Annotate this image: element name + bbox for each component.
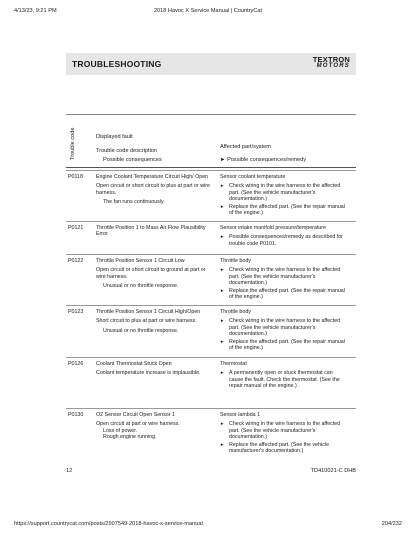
trouble-code: P0126: [68, 361, 84, 367]
remedy-item: ► Replace the affected part. (See the repair manual of the engine.): [220, 339, 348, 352]
possible-consequence: Rough engine running.: [103, 434, 157, 441]
displayed-fault: Coolant Thermostat Stuck Open: [96, 361, 172, 367]
fault-cell: [96, 309, 214, 337]
print-timestamp: 4/13/23, 9:21 PM: [14, 8, 57, 14]
table-column-header: [66, 114, 356, 171]
affected-part-header: Affected part/system: [220, 144, 271, 150]
print-url: https://support.countrycat.com/posts/2907549-2018-havoc-x-service-manual: [14, 521, 203, 527]
fault-cell: [96, 174, 214, 209]
remedy-item: ► A permanently open or stuck thermostat can cause the fault. Check the thermostat. (See the repair manual of the engine.): [220, 370, 348, 389]
remedy-item: ► Replace the affected part. (See the repair manual of the engine.): [220, 288, 348, 301]
affected-part: Thermostat: [220, 361, 247, 367]
fault-description: Open circuit at part or wire harness.: [96, 421, 180, 428]
fault-cell: [96, 412, 214, 444]
trouble-code: P0118: [68, 174, 83, 180]
displayed-fault: Throttle Position Sensor 1 Circuit Low: [96, 258, 185, 264]
affected-part: Sensor intake manifold pressure/temperature: [220, 225, 326, 231]
table-row: [66, 221, 356, 255]
displayed-fault: Throttle Position 1 to Mass Air Flow Plausibility Error: [96, 225, 206, 238]
affected-cell: [220, 361, 348, 391]
header-divider: [66, 167, 356, 168]
print-page-counter: 204/232: [381, 521, 402, 527]
displayed-fault: Engine Coolant Temperature Circuit High/ Open: [96, 174, 209, 180]
fault-description: Open circuit or short circuit to plus at part or wire harness.: [96, 183, 210, 196]
affected-part: Sensor lambda 1: [220, 412, 261, 418]
displayed-fault: Throttle Position Sensor 1 Circuit High/Open: [96, 309, 201, 315]
remedy-item: ► Check wiring in the wire harness to the affected part. (See the vehicle manufacturer's documentation.): [220, 421, 348, 440]
affected-part: Throttle body: [220, 309, 251, 315]
fault-description: Coolant temperature increase is implausible.: [96, 370, 201, 377]
remedy-item: ► Check wiring in the wire harness to the affected part. (See the vehicle manufacturer's documentation.): [220, 267, 348, 286]
section-header: [66, 53, 356, 75]
affected-part: Sensor coolant temperature: [220, 174, 286, 180]
section-title: TROUBLESHOOTING: [72, 59, 162, 69]
logo-line-2: MOTORS: [316, 63, 350, 69]
table-row: [66, 357, 356, 409]
table-row: [66, 254, 356, 306]
document-code: TD410021-C DHB: [310, 468, 356, 474]
remedy-item: ► Replace the affected part. (See the vehicle manufacturer's documentation.): [220, 442, 348, 455]
displayed-fault-header: Displayed fault: [96, 134, 133, 140]
table-row: [66, 170, 356, 222]
affected-cell: [220, 225, 348, 248]
possible-consequence: Unusual or no throttle response.: [103, 283, 179, 290]
table-row: [66, 408, 356, 461]
affected-cell: [220, 412, 348, 455]
trouble-code: P0130: [68, 412, 84, 418]
possible-consequence: Unusual or no throttle response.: [103, 327, 179, 334]
fault-cell: [96, 225, 214, 241]
remedy-item: ► Replace the affected part. (See the repair manual of the engine.): [220, 204, 348, 217]
textron-motors-logo: [313, 56, 350, 70]
fault-cell: [96, 361, 214, 380]
table-row: [66, 305, 356, 358]
affected-cell: [220, 258, 348, 301]
possible-consequence: The fan runs continuously.: [103, 199, 165, 206]
consequences-header: Possible consequences: [103, 157, 162, 163]
fault-cell: [96, 258, 214, 293]
description-header: Trouble code description: [96, 148, 158, 154]
displayed-fault: O2 Sensor Circuit Open Sensor 1: [96, 412, 175, 418]
print-tab-title: 2018 Havoc X Service Manual | CountryCat: [153, 8, 263, 14]
trouble-code-header: Trouble code: [70, 127, 76, 160]
trouble-code: P0121: [68, 225, 84, 231]
remedy-header: ► Possible consequences/remedy: [220, 157, 307, 163]
fault-description: Open circuit or short circuit to ground at part or wire harness.: [96, 267, 206, 280]
manual-page: [58, 38, 364, 498]
logo-line-1: TEXTRON: [312, 55, 350, 64]
remedy-item: ► Possible consequences/remedy as described for trouble code P0101.: [220, 234, 348, 247]
browser-print-header: [14, 8, 402, 18]
affected-cell: [220, 174, 348, 217]
remedy-item: ► Check wiring in the wire harness to the affected part. (See the vehicle manufacturer's documentation.): [220, 183, 348, 202]
affected-cell: [220, 309, 348, 352]
affected-part: Throttle body: [220, 258, 251, 264]
fault-description: Short circuit to plus at part or wire harness.: [96, 318, 197, 325]
possible-consequence: Loss of power.: [103, 427, 138, 434]
page-number: 12: [66, 468, 73, 474]
trouble-code: P0122: [68, 258, 84, 264]
remedy-item: ► Check wiring in the wire harness to the affected part. (See the vehicle manufacturer's documentation.): [220, 318, 348, 337]
browser-print-footer: [14, 521, 402, 531]
trouble-code: P0123: [68, 309, 84, 315]
